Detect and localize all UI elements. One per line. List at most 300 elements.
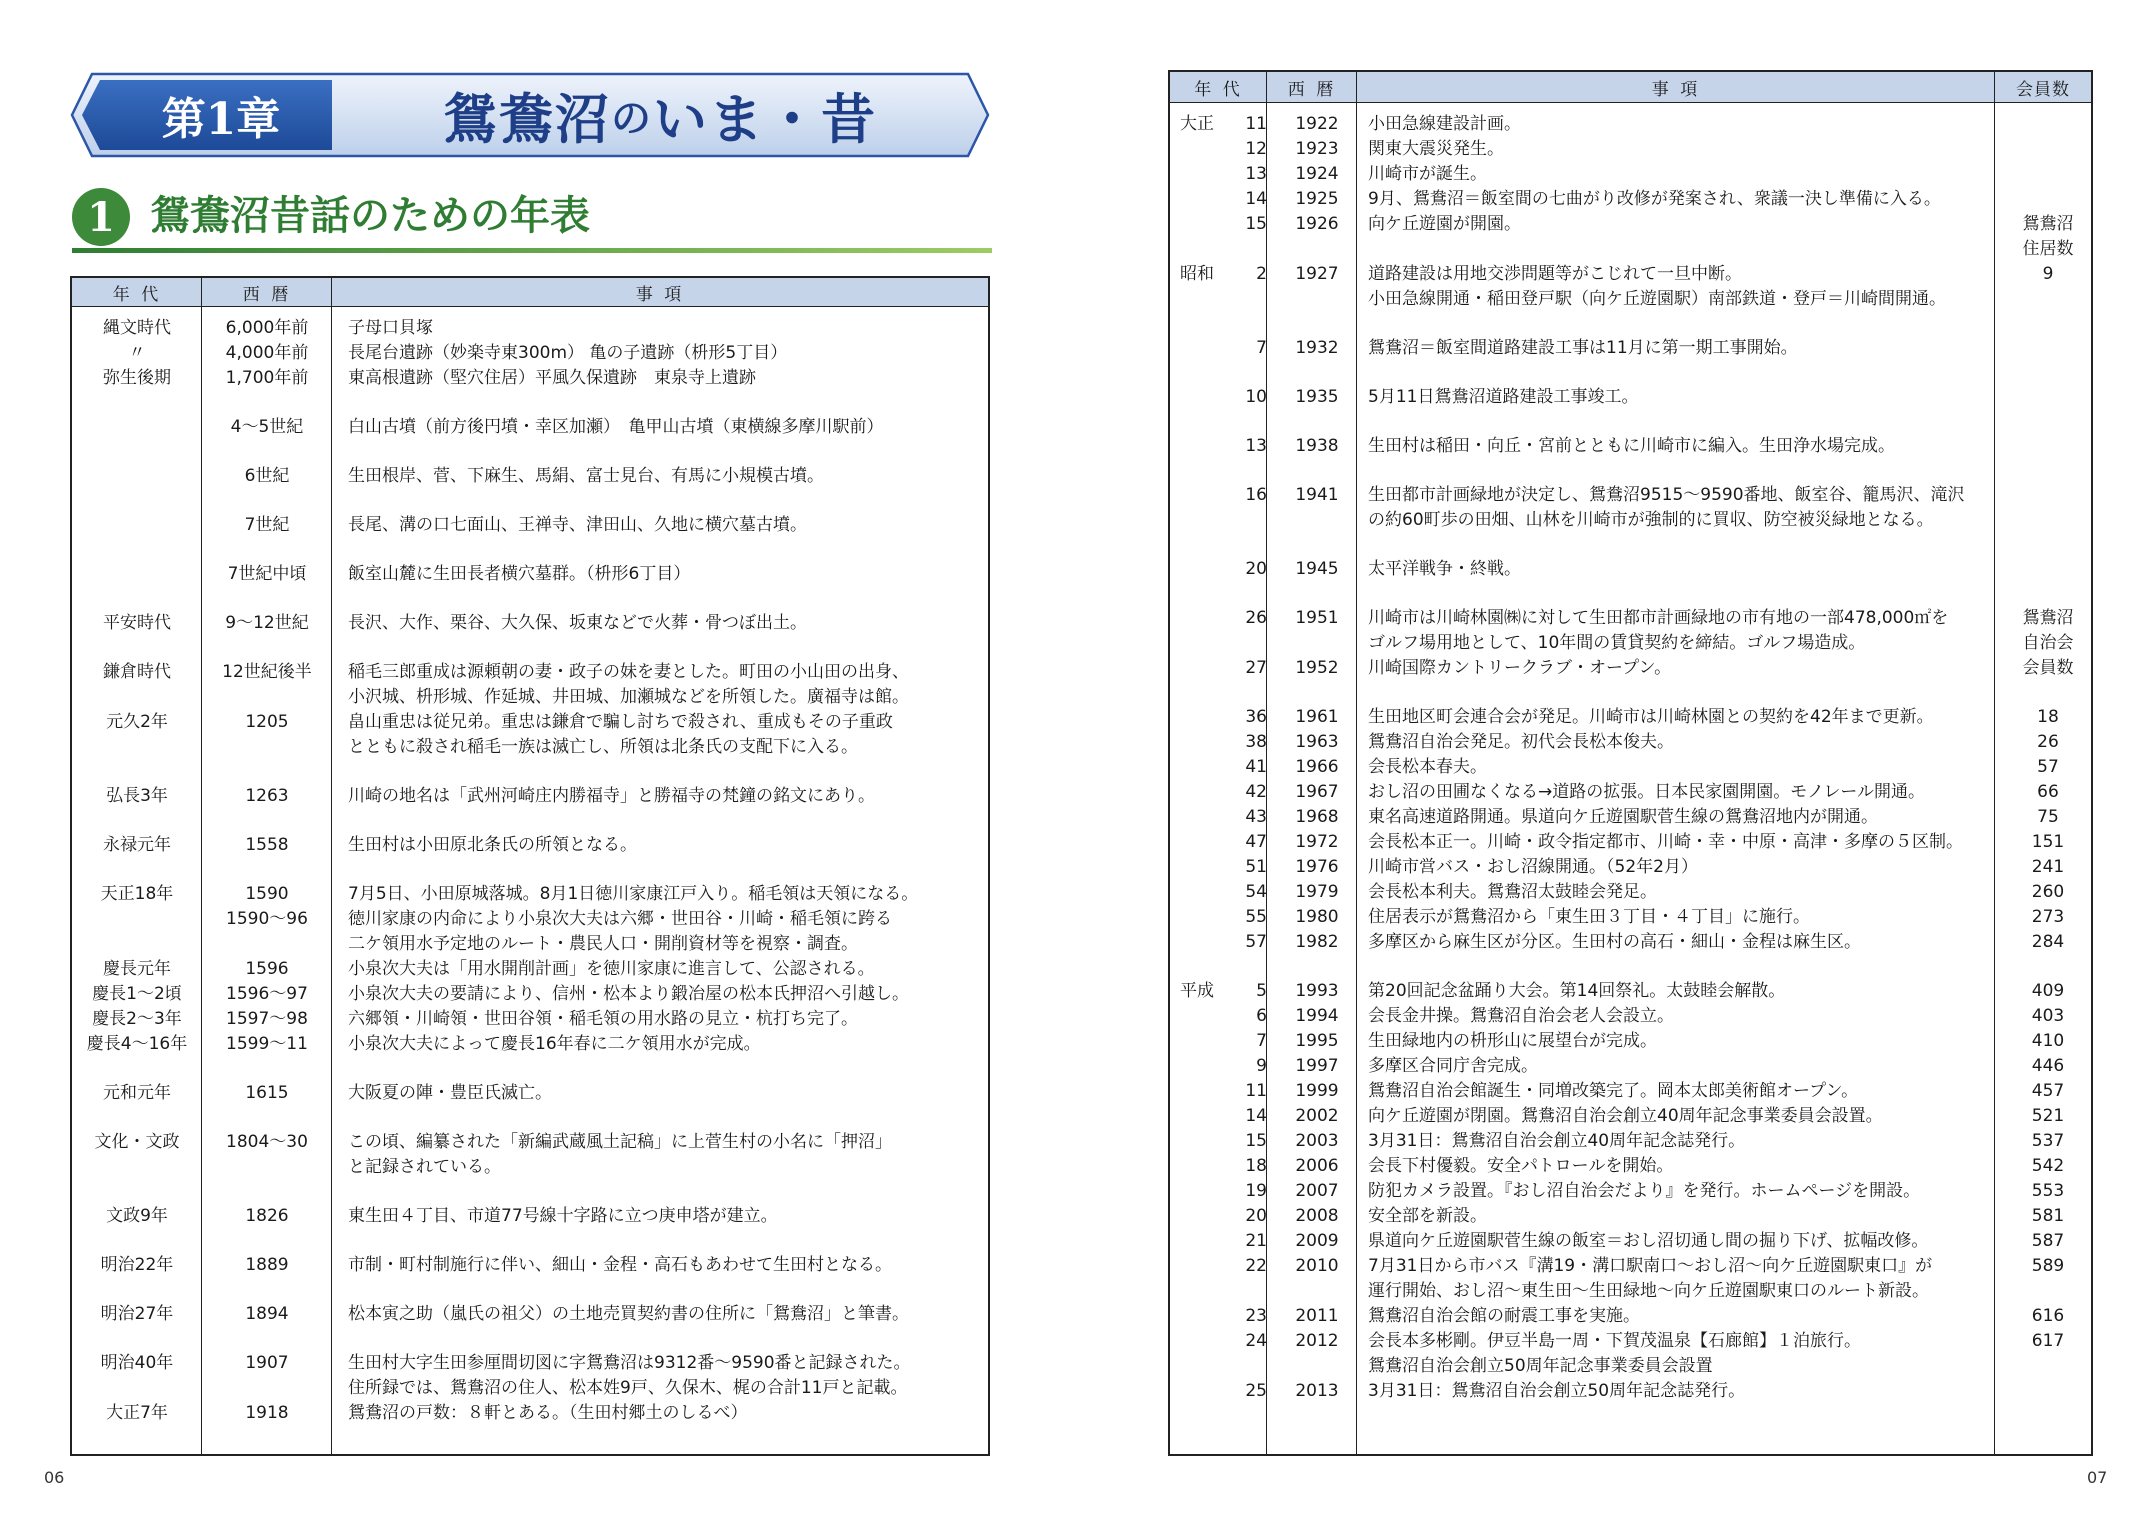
year-cell: 2013 [1295,1381,1339,1401]
year-cell [202,685,332,710]
item-cell: 向ケ丘遊園が開園。 [1368,214,1521,234]
era-cell: 明治27年 [100,1304,174,1324]
year-cell: 7世紀 [244,515,290,535]
table-row [1170,979,2091,1004]
year-cell: 1924 [1295,164,1339,184]
item-cell: 会長松本利夫。鴛鴦沼太鼓睦会発足。 [1368,882,1657,902]
era-cell: 大正 [1180,114,1214,134]
year-cell: 1826 [245,1206,289,1226]
era-cell [1180,137,1225,162]
section-title: 鴛鴦沼昔話のための年表 [150,192,590,239]
era-cell [1180,287,1225,312]
header-members: 会員数 [2016,79,2070,100]
year-cell [1276,631,1358,656]
chapter-title-part-a: 鴛鴦沼 [443,86,611,151]
members-cell [2004,1379,2092,1404]
row-spacer [1170,582,2091,606]
members-cell: 57 [2037,757,2059,777]
members-cell: 151 [2031,832,2065,852]
year-cell: 1596～97 [226,984,308,1004]
year-cell: 1995 [1295,1031,1339,1051]
era-cell: 明治22年 [100,1255,174,1275]
members-cell [2004,187,2092,212]
era-year-cell: 26 [1245,608,1267,628]
table-row [1170,1129,2091,1154]
era-cell [1180,187,1225,212]
item-cell: 市制・町村制施行に伴い、細山・金程・高石もあわせて生田村となる。 [348,1255,892,1275]
era-cell: 元久2年 [106,712,168,732]
table-row [1170,137,2091,162]
item-cell: 生田村大字生田参厘間切図に字鴛鴦沼は9312番～9590番と記録された。 [348,1353,911,1373]
item-cell: 会長金井操。鴛鴦沼自治会老人会設立。 [1368,1006,1674,1026]
table-row [1170,1154,2091,1179]
era-year-cell: 14 [1245,189,1267,209]
era-year-cell: 24 [1245,1331,1267,1351]
era-year-cell: 57 [1245,932,1267,952]
era-cell [1180,237,1225,262]
era-cell [1180,606,1225,631]
item-cell: 9月、鴛鴦沼＝飯室間の七曲がり改修が発案され、衆議一決し準備に入る。 [1368,189,1941,209]
item-cell: 大阪夏の陣・豊臣氏滅亡。 [348,1083,552,1103]
table-row [1170,557,2091,582]
members-cell [2004,483,2092,508]
year-cell: 1993 [1295,981,1339,1001]
members-cell [2004,434,2092,459]
item-cell: 鴛鴦沼自治会館の耐震工事を実施。 [1368,1306,1640,1326]
era-cell: 天正18年 [100,884,174,904]
era-cell: 慶長4～16年 [86,1034,188,1054]
year-cell: 2007 [1295,1181,1339,1201]
year-cell: 1599～11 [226,1034,308,1054]
table-row [1170,755,2091,780]
table-row [1170,830,2091,855]
row-spacer [1170,955,2091,979]
year-cell: 2012 [1295,1331,1339,1351]
item-cell: 会長松本春夫。 [1368,757,1487,777]
item-cell: 白山古墳（前方後円墳・幸区加瀬） 亀甲山古墳（東横線多摩川駅前） [348,417,884,437]
era-cell: 弘長3年 [106,786,168,806]
row-spacer [72,636,988,660]
year-cell: 1980 [1295,907,1339,927]
item-cell: 長尾、溝の口七面山、王禅寺、津田山、久地に横穴墓古墳。 [348,515,807,535]
era-cell [1180,1129,1225,1154]
members-cell: 409 [2031,981,2065,1001]
era-year-cell: 38 [1245,732,1267,752]
table-row [72,513,988,538]
year-cell: 2002 [1295,1106,1339,1126]
table-row [72,415,988,440]
item-cell: 生田村は稲田・向丘・宮前とともに川崎市に編入。生田浄水場完成。 [1368,436,1895,456]
era-cell [1180,1379,1225,1404]
table-row [1170,162,2091,187]
item-cell: 子母口貝塚 [348,318,433,338]
year-cell: 1938 [1295,436,1339,456]
item-cell: 鴛鴦沼自治会発足。初代会長松本俊夫。 [1368,732,1674,752]
era-cell [1180,1004,1225,1029]
year-cell [1276,1279,1358,1304]
row-spacer [72,1229,988,1253]
table-row [72,982,988,1007]
era-year-cell: 12 [1245,139,1267,159]
table-row [72,1253,988,1278]
chapter-title-part-b: の [611,94,653,142]
chapter-banner [70,72,990,158]
members-cell: 18 [2037,707,2059,727]
table-row [72,833,988,858]
header-year: 西 暦 [242,284,292,305]
era-year-cell: 47 [1245,832,1267,852]
item-cell: 生田緑地内の枡形山に展望台が完成。 [1368,1031,1657,1051]
year-cell: 1558 [245,835,289,855]
era-cell: 明治40年 [100,1353,174,1373]
era-year-cell [1225,287,1267,312]
era-cell: 慶長1～2頃 [92,984,182,1004]
item-cell: 関東大震災発生。 [1368,139,1504,159]
year-cell: 1205 [245,712,289,732]
era-year-cell: 5 [1256,981,1267,1001]
item-cell: 会長本多彬剛。伊豆半島一周・下賀茂温泉【石廊館】１泊旅行。 [1368,1331,1861,1351]
item-cell: 3月31日：鴛鴦沼自治会創立50周年記念誌発行。 [1368,1381,1746,1401]
year-cell: 1615 [245,1083,289,1103]
members-cell: 521 [2031,1106,2065,1126]
row-spacer [72,538,988,562]
era-cell: 平安時代 [103,613,171,633]
year-cell: 1922 [1295,114,1339,134]
era-cell [1180,1329,1225,1354]
table-row [1170,1204,2091,1229]
era-year-cell: 14 [1245,1106,1267,1126]
era-cell: 文政9年 [106,1206,168,1226]
era-cell [1180,656,1225,681]
era-cell [1180,434,1225,459]
era-year-cell: 15 [1245,214,1267,234]
year-cell: 1918 [245,1403,289,1423]
row-spacer [72,1278,988,1302]
item-cell: 防犯カメラ設置。『おし沼自治会だより』を発行。ホームページを開設。 [1368,1181,1921,1201]
year-cell: 1932 [1295,338,1339,358]
era-cell [1180,1229,1225,1254]
table-row [1170,434,2091,459]
era-cell: 平成 [1180,981,1214,1001]
era-cell [1180,755,1225,780]
year-cell: 4,000年前 [225,343,309,363]
table-row [1170,287,2091,312]
table-row [1170,1329,2091,1354]
table-row [72,562,988,587]
table-row [1170,336,2091,361]
item-cell: 川崎市営バス・おし沼線開通。（52年2月） [1368,857,1698,877]
era-year-cell: 7 [1256,1031,1267,1051]
item-cell: 飯室山麓に生田長者横穴墓群。（枡形6丁目） [348,564,691,584]
era-year-cell [1225,1354,1267,1379]
item-cell: 小泉次大夫によって慶長16年春に二ケ領用水が完成。 [348,1034,761,1054]
table-row [72,1081,988,1106]
row-spacer [72,1106,988,1130]
item-cell: 多摩区合同庁舎完成。 [1368,1056,1538,1076]
section-number-badge: 1 [72,188,130,246]
members-cell: 鴛鴦沼 [2022,214,2074,234]
chapter-title [350,72,970,158]
row-spacer [72,489,988,513]
era-cell: 大正7年 [106,1403,168,1423]
table-header [1170,72,2091,103]
members-cell [2004,162,2092,187]
era-cell [1180,557,1225,582]
row-spacer [72,1327,988,1351]
year-cell [202,1155,332,1180]
year-cell: 1590 [245,884,289,904]
table-row [72,1130,988,1155]
row-spacer [72,1057,988,1081]
table-row [72,1401,988,1426]
item-cell: 住所録では、鴛鴦沼の住人、松本姓9戸、久保木、梶の合計11戸と記載。 [348,1378,908,1398]
table-row [72,660,988,685]
item-cell: 小田急線開通・稲田登戸駅（向ケ丘遊園駅）南部鉄道・登戸＝川崎間開通。 [1368,289,1946,309]
era-year-cell: 25 [1245,1381,1267,1401]
year-cell: 1263 [245,786,289,806]
table-row [72,341,988,366]
table-row [72,685,988,710]
item-cell: 長尾台遺跡（妙楽寺東300m） 亀の子遺跡（枡形5丁目） [348,343,788,363]
year-cell: 1,700年前 [225,368,309,388]
era-year-cell: 16 [1245,485,1267,505]
item-cell: 多摩区から麻生区が分区。生田村の高石・細山・金程は麻生区。 [1368,932,1861,952]
item-cell: 鴛鴦沼＝飯室間道路建設工事は11月に第一期工事開始。 [1368,338,1798,358]
year-cell: 1923 [1295,139,1339,159]
era-year-cell: 54 [1245,882,1267,902]
item-cell: 徳川家康の内命により小泉次大夫は六郷・世田谷・川崎・稲毛領に跨る [348,909,892,929]
era-year-cell: 21 [1245,1231,1267,1251]
era-cell [1180,1254,1225,1279]
era-cell [72,1155,202,1180]
members-cell: 403 [2031,1006,2065,1026]
item-cell: 長沢、大作、栗谷、大久保、坂東などで火葬・骨つぼ出土。 [348,613,807,633]
year-cell: 1927 [1295,264,1339,284]
era-cell [1180,508,1225,533]
item-cell: 5月11日鴛鴦沼道路建設工事竣工。 [1368,387,1639,407]
item-cell: 鴛鴦沼の戸数：８軒とある。（生田村郷土のしるべ） [348,1403,748,1423]
year-cell: 2003 [1295,1131,1339,1151]
year-cell: 1935 [1295,387,1339,407]
item-cell: と記録されている。 [348,1157,501,1177]
item-cell: 東高根遺跡（堅穴住居）平風久保遺跡 東泉寺上遺跡 [348,368,756,388]
year-cell: 4～5世紀 [230,417,304,437]
item-cell: 運行開始、おし沼～東生田～生田緑地～向ケ丘遊園駅東口のルート新設。 [1368,1281,1929,1301]
era-cell [1180,905,1225,930]
members-cell: 553 [2031,1181,2065,1201]
item-cell: 川崎市は川崎林園㈱に対して生田都市計画緑地の市有地の一部478,000㎡を [1368,608,1949,628]
year-cell: 1997 [1295,1056,1339,1076]
item-cell: 東生田４丁目、市道77号線十字路に立つ庚申塔が建立。 [348,1206,778,1226]
timeline-table-right [1168,70,2093,1456]
timeline-table-left [70,276,990,1456]
era-cell: 縄文時代 [103,318,171,338]
table-row [1170,1104,2091,1129]
item-cell: 生田村は小田原北条氏の所領となる。 [348,835,637,855]
year-cell [1276,1354,1358,1379]
year-cell: 1976 [1295,857,1339,877]
era-year-cell: 9 [1256,1056,1267,1076]
year-cell: 2009 [1295,1231,1339,1251]
members-cell: 66 [2037,782,2059,802]
table-row [1170,262,2091,287]
item-cell: 会長松本正一。川崎・政令指定都市、川崎・幸・中原・高津・多摩の５区制。 [1368,832,1963,852]
era-year-cell [1225,508,1267,533]
row-spacer [72,809,988,833]
era-year-cell: 15 [1245,1131,1267,1151]
row-spacer [72,858,988,882]
era-year-cell: 11 [1245,1081,1267,1101]
era-cell [72,464,202,489]
item-cell: 生田地区町会連合会が発足。川崎市は川崎林園との契約を42年まで更新。 [1368,707,1934,727]
year-cell [202,1376,332,1401]
table-header [72,278,988,307]
item-cell: 稲毛三郎重成は源頼朝の妻・政子の妹を妻とした。町田の小山田の出身、 [348,662,909,682]
row-spacer [1170,459,2091,483]
item-cell: 二ケ領用水予定地のルート・農民人口・開削資材等を視察・調査。 [348,934,858,954]
header-year: 西 暦 [1287,79,1337,100]
table-row [1170,656,2091,681]
era-cell [1180,780,1225,805]
item-cell: 7月5日、小田原城落城。8月1日徳川家康江戸入り。稲毛領は天領になる。 [348,884,919,904]
members-cell: 617 [2031,1331,2065,1351]
era-year-cell: 55 [1245,907,1267,927]
section-heading [72,182,992,254]
members-cell: 581 [2031,1206,2065,1226]
members-cell: 616 [2031,1306,2065,1326]
members-cell: 410 [2031,1031,2065,1051]
table-row [72,1032,988,1057]
members-cell [2004,1354,2092,1379]
era-cell [72,513,202,538]
era-cell [1180,855,1225,880]
table-row [1170,1254,2091,1279]
year-cell: 9～12世紀 [225,613,309,633]
members-cell [2004,336,2092,361]
era-cell [72,907,202,932]
era-year-cell: 2 [1256,264,1267,284]
item-cell: 小泉次大夫は「用水開削計画」を徳川家康に進言して、公認される。 [348,959,875,979]
members-cell [2004,557,2092,582]
era-cell: 弥生後期 [103,368,171,388]
year-cell [1276,237,1358,262]
era-year-cell [1225,237,1267,262]
row-spacer [72,440,988,464]
year-cell: 1967 [1295,782,1339,802]
era-cell [72,735,202,760]
era-cell [1180,1154,1225,1179]
item-cell: 道路建設は用地交渉問題等がこじれて一旦中断。 [1368,264,1742,284]
members-cell: 457 [2031,1081,2065,1101]
members-cell [2004,112,2092,137]
header-item: 事 項 [635,284,685,305]
era-cell: 文化・文政 [94,1132,180,1152]
table-row [1170,730,2091,755]
table-row [1170,483,2091,508]
era-year-cell: 13 [1245,436,1267,456]
year-cell: 1979 [1295,882,1339,902]
era-cell [1180,1029,1225,1054]
members-cell: 273 [2031,907,2065,927]
item-cell: 松本寅之助（嵐氏の祖父）の土地売買契約書の住所に「鴛鴦沼」と筆書。 [348,1304,909,1324]
table-row [1170,1279,2091,1304]
chapter-label: 第1章 [161,94,281,145]
table-row [1170,187,2091,212]
table-row [72,784,988,809]
year-cell: 1925 [1295,189,1339,209]
table-body [72,316,988,1426]
era-year-cell: 13 [1245,164,1267,184]
year-cell: 1597～98 [226,1009,308,1029]
header-era: 年 代 [112,284,162,305]
era-cell: 昭和 [1180,264,1214,284]
era-cell [72,562,202,587]
members-cell: 446 [2031,1056,2065,1076]
year-cell: 2006 [1295,1156,1339,1176]
table-row [1170,1054,2091,1079]
era-cell [1180,880,1225,905]
item-cell: 東名高速道路開通。県道向ケ丘遊園駅菅生線の鴛鴦沼地内が開通。 [1368,807,1878,827]
row-spacer [1170,410,2091,434]
table-row [72,1007,988,1032]
era-cell [1180,1179,1225,1204]
table-body [1170,112,2091,1404]
year-cell: 1968 [1295,807,1339,827]
year-cell: 12世紀後半 [222,662,312,682]
year-cell: 2011 [1295,1306,1339,1326]
table-row [1170,855,2091,880]
table-row [1170,1354,2091,1379]
table-row [1170,112,2091,137]
year-cell: 1894 [245,1304,289,1324]
members-cell [2004,385,2092,410]
year-cell: 1952 [1295,658,1339,678]
table-row [1170,606,2091,631]
item-cell: 小田急線建設計画。 [1368,114,1521,134]
item-cell: 県道向ケ丘遊園駅菅生線の飯室＝おし沼切通し間の掘り下げ、拡幅改修。 [1368,1231,1929,1251]
year-cell: 1590～96 [226,909,308,929]
table-row [1170,508,2091,533]
year-cell: 1994 [1295,1006,1339,1026]
era-cell: 鎌倉時代 [103,662,171,682]
table-row [72,735,988,760]
year-cell [1276,287,1358,312]
table-row [72,932,988,957]
era-cell [72,932,202,957]
era-cell [72,415,202,440]
members-cell: 537 [2031,1131,2065,1151]
item-cell: 川崎の地名は「武州河崎庄内勝福寺」と勝福寺の梵鐘の銘文にあり。 [348,786,875,806]
era-cell [1180,1279,1225,1304]
table-row [1170,705,2091,730]
table-row [1170,631,2091,656]
year-cell: 1951 [1295,608,1339,628]
year-cell: 1907 [245,1353,289,1373]
members-cell [2004,287,2092,312]
row-spacer [1170,361,2091,385]
item-cell: 3月31日：鴛鴦沼自治会創立40周年記念誌発行。 [1368,1131,1746,1151]
era-cell: 慶長2～3年 [92,1009,182,1029]
year-cell: 2010 [1295,1256,1339,1276]
members-cell: 284 [2031,932,2065,952]
era-cell [1180,1204,1225,1229]
era-year-cell: 43 [1245,807,1267,827]
era-cell [72,685,202,710]
table-row [72,316,988,341]
era-year-cell: 27 [1245,658,1267,678]
table-row [1170,1304,2091,1329]
members-cell [2004,508,2092,533]
